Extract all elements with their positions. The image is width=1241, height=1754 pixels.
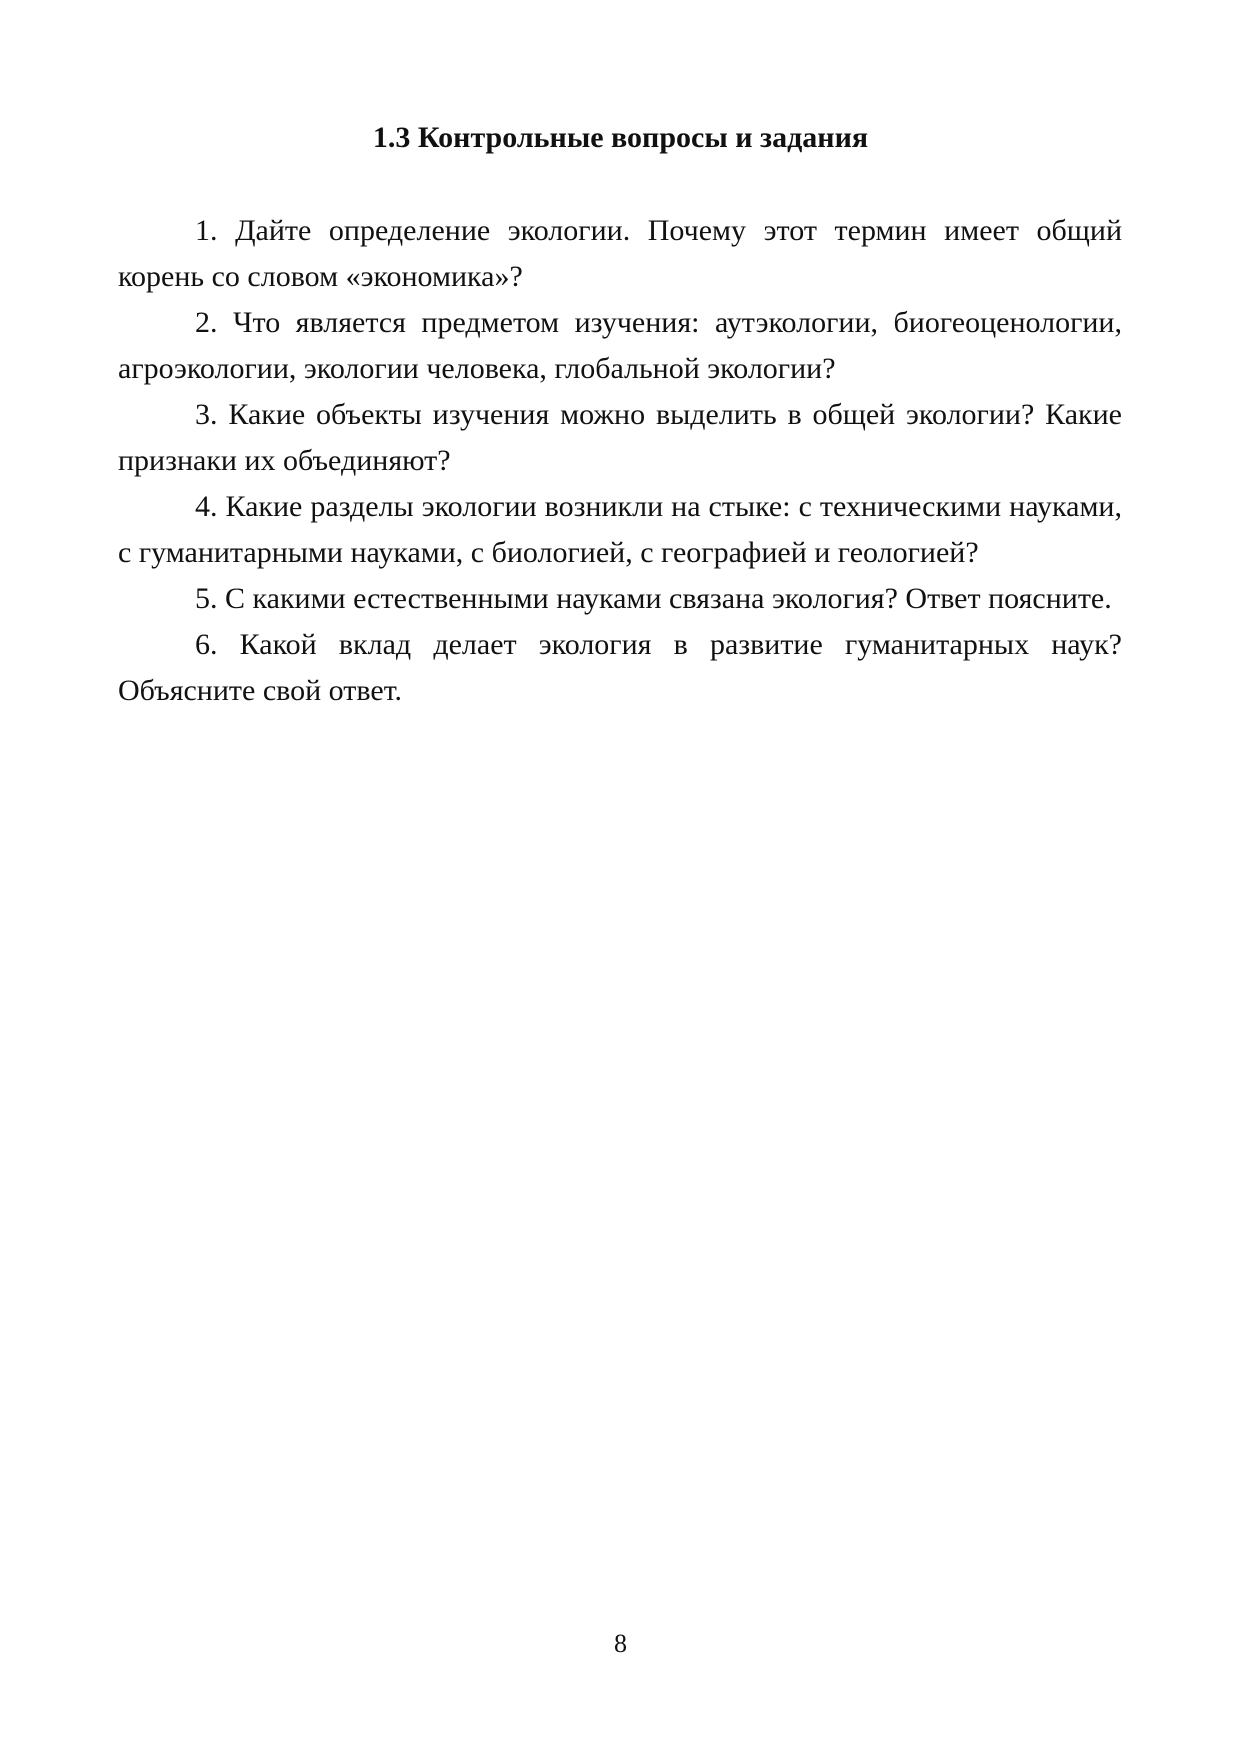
question-item-4: 4. Какие разделы экологии возникли на стыке: с техническими науками, с гуманитарными науками, с биологией, с географией и геологией?: [118, 490, 1122, 569]
question-item-6: 6. Какой вклад делает экология в развитие гуманитарных наук? Объясните свой ответ.: [118, 628, 1122, 707]
question-item-5: 5. С какими естественными науками связана экология? Ответ поясните.: [195, 582, 1112, 615]
page-number: 8: [614, 1629, 627, 1658]
question-item-3: 3. Какие объекты изучения можно выделить в общей экологии? Какие признаки их объединяют?: [118, 398, 1122, 477]
section-title: 1.3 Контрольные вопросы и задания: [372, 121, 869, 154]
question-item-1: 1. Дайте определение экологии. Почему этот термин имеет общий корень со словом «экономика»?: [118, 214, 1122, 293]
question-list: [118, 208, 1122, 714]
question-item-2: 2. Что является предметом изучения: аутэкологии, биогеоценологии, агроэкологии, экологии человека, глобальной экологии?: [118, 306, 1122, 385]
